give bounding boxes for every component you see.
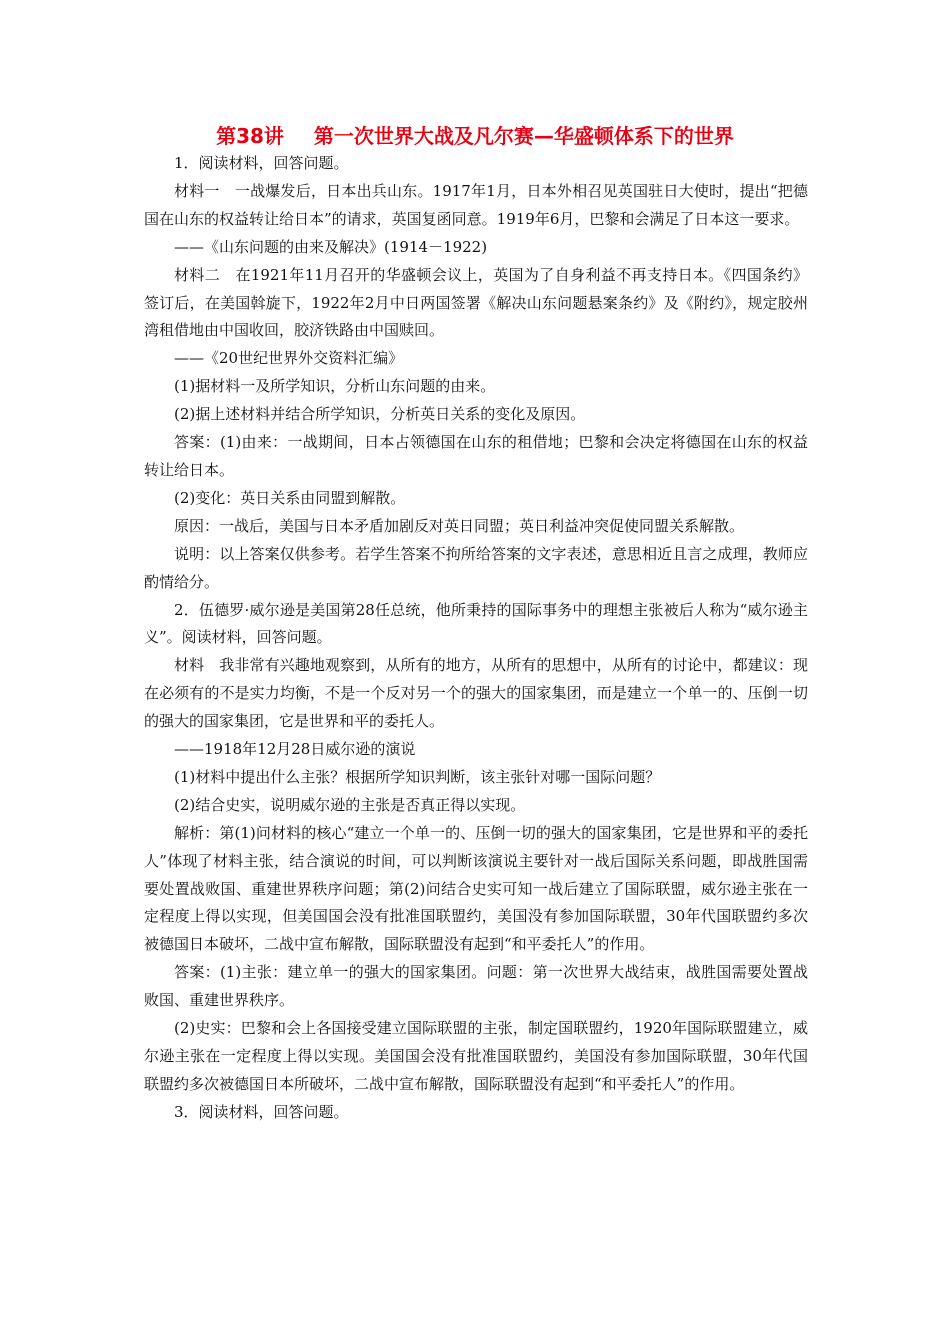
q1-subquestion-1: (1)据材料一及所学知识，分析山东问题的由来。	[174, 377, 496, 396]
q2-answer-1: 答案：(1)主张：建立单一的强大的国家集团。问题：第一次世界大战结束，战胜国需要处置战败国、重建世界秩序。	[144, 963, 808, 1010]
q1-answer-2-reason: 原因：一战后，美国与日本矛盾加剧反对英日同盟；英日利益冲突促使同盟关系解散。	[174, 516, 745, 535]
page-title	[0, 122, 950, 150]
q1-note: 说明：以上答案仅供参考。若学生答案不拘所给答案的文字表述，意思相近且言之成理，教师应酌情给分。	[144, 544, 808, 591]
q1-material-1-source: ——《山东问题的由来及解决》(1914－1922)	[174, 237, 488, 256]
q2-answer-2: (2)史实：巴黎和会上各国接受建立国际联盟的主张，制定国联盟约，1920年国际联盟建立，威尔逊主张在一定程度上得以实现。美国国会没有批准国联盟约，美国没有参加国际联盟，30年代国联盟约多次被德国日本所破坏，二战中宣布解散，国际联盟没有起到“和平委托人”的作用。	[144, 1019, 808, 1093]
q2-material: 材料 我非常有兴趣地观察到，从所有的地方，从所有的思想中，从所有的讨论中，都建议：现在必须有的不是实力均衡，不是一个反对另一个的强大的国家集团，而是建立一个单一的、压倒一切的强大的国家集团，它是世界和平的委托人。	[144, 656, 808, 731]
lecture-number: 第38讲	[216, 124, 284, 148]
q2-subquestion-1: (1)材料中提出什么主张？根据所学知识判断，该主张针对哪一国际问题？	[174, 767, 661, 786]
q2-subquestion-2: (2)结合史实，说明威尔逊的主张是否真正得以实现。	[174, 795, 526, 814]
q2-analysis: 解析：第(1)问材料的核心“建立一个单一的、压倒一切的强大的国家集团，它是世界和平的委托人”体现了材料主张，结合演说的时间，可以判断该演说主要针对一战后国际关系问题，即战胜国需要处置战败国、重建世界秩序问题；第(2)问结合史实可知一战后建立了国际联盟，威尔逊主张在一定程度上得以实现，但美国国会没有批准国联盟约，美国没有参加国际联盟，30年代国联盟约多次被德国日本破坏，二战中宣布解散，国际联盟没有起到“和平委托人”的作用。	[144, 823, 808, 954]
question-3-heading: 3．阅读材料，回答问题。	[174, 1102, 349, 1121]
q1-material-2-source: ——《20世纪世界外交资料汇编》	[174, 349, 404, 368]
q2-material-source: ——1918年12月28日威尔逊的演说	[174, 740, 416, 759]
document-body	[144, 150, 808, 1127]
q1-answer-1: 答案：(1)由来：一战期间，日本占领德国在山东的租借地；巴黎和会决定将德国在山东的权益转让给日本。	[144, 433, 808, 479]
lecture-topic: 第一次世界大战及凡尔赛—华盛顿体系下的世界	[313, 124, 734, 148]
question-1-heading: 1．阅读材料，回答问题。	[174, 154, 349, 172]
q1-material-1: 材料一 一战爆发后，日本出兵山东。1917年1月，日本外相召见英国驻日大使时，提出“把德国在山东的权益转让给日本”的请求，英国复函同意。1919年6月，巴黎和会满足了日本这一要求。	[144, 181, 808, 228]
q1-answer-2-change: (2)变化：英日关系由同盟到解散。	[174, 488, 406, 507]
q1-material-2: 材料二 在1921年11月召开的华盛顿会议上，英国为了自身利益不再支持日本。《四国条约》签订后，在美国斡旋下，1922年2月中日两国签署《解决山东问题悬案条约》及《附约》，规定胶州湾租借地由中国收回，胶济铁路由中国赎回。	[144, 265, 808, 340]
q1-subquestion-2: (2)据上述材料并结合所学知识，分析英日关系的变化及原因。	[174, 405, 586, 424]
question-2-heading: 2．伍德罗·威尔逊是美国第28任总统，他所秉持的国际事务中的理想主张被后人称为“威尔逊主义”。阅读材料，回答问题。	[144, 600, 808, 647]
